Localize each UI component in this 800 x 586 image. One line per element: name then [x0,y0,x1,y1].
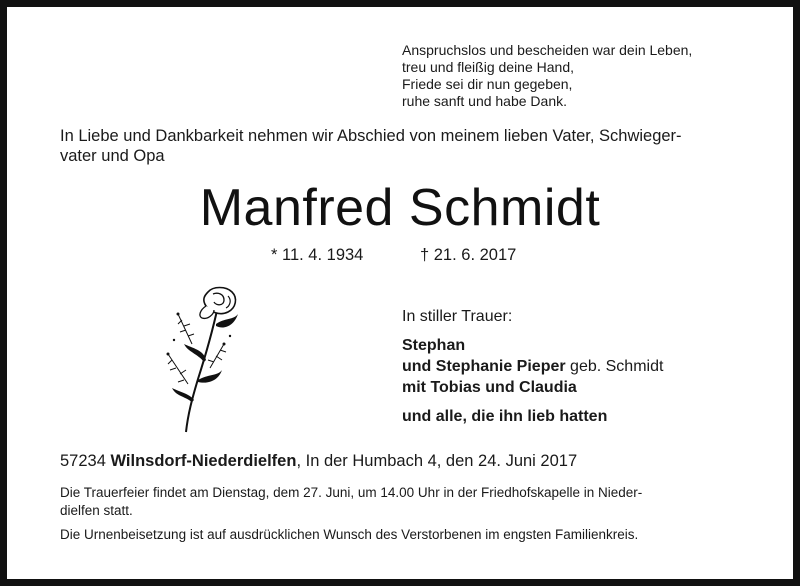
poem [402,42,692,110]
funeral-info [60,484,740,520]
mourners-heading: In stiller Trauer: [402,308,513,325]
border-left [0,0,7,586]
mourner-name: mit Tobias und Claudia [402,379,577,396]
deceased-name: Manfred Schmidt [199,179,601,237]
mourners-closing: und alle, die ihn lieb hatten [402,408,608,425]
intro-line: vater und Opa [60,147,165,165]
address-zip: 57234 [60,452,106,470]
border-right [793,0,800,586]
address-rest: , In der Humbach 4, den 24. Juni 2017 [296,452,578,470]
border-bottom [0,579,800,586]
intro-line: In Liebe und Dankbarkeit nehmen wir Abschied von meinem lieben Vater, Schwieger- [60,127,682,145]
rose-icon [158,284,248,434]
poem-line: treu und fleißig deine Hand, [402,59,574,75]
poem-line: Anspruchslos und bescheiden war dein Leben, [402,42,693,58]
mourners-block [402,306,663,427]
mourner-name: Stephan [402,337,466,354]
maiden-name: geb. Schmidt [565,358,664,375]
border-top [0,0,800,7]
poem-line: ruhe sanft und habe Dank. [402,93,568,109]
death-date: † 21. 6. 2017 [420,246,517,264]
poem-line: Friede sei dir nun gegeben, [402,76,573,92]
birth-date: * 11. 4. 1934 [271,246,364,264]
intro-text [60,126,740,166]
address-town: Wilnsdorf-Niederdielfen [110,452,297,470]
urn-burial-info: Die Urnenbeisetzung ist auf ausdrücklichen Wunsch des Verstorbenen im engsten Familienkreis. [60,527,639,542]
mourner-name: und Stephanie Pieper [402,358,566,375]
funeral-line: dielfen statt. [60,503,133,518]
funeral-line: Die Trauerfeier findet am Dienstag, dem 27. Juni, um 14.00 Uhr in der Friedhofskapelle in Nieder- [60,485,643,500]
address-line [60,452,577,471]
mourner-line [402,356,663,377]
